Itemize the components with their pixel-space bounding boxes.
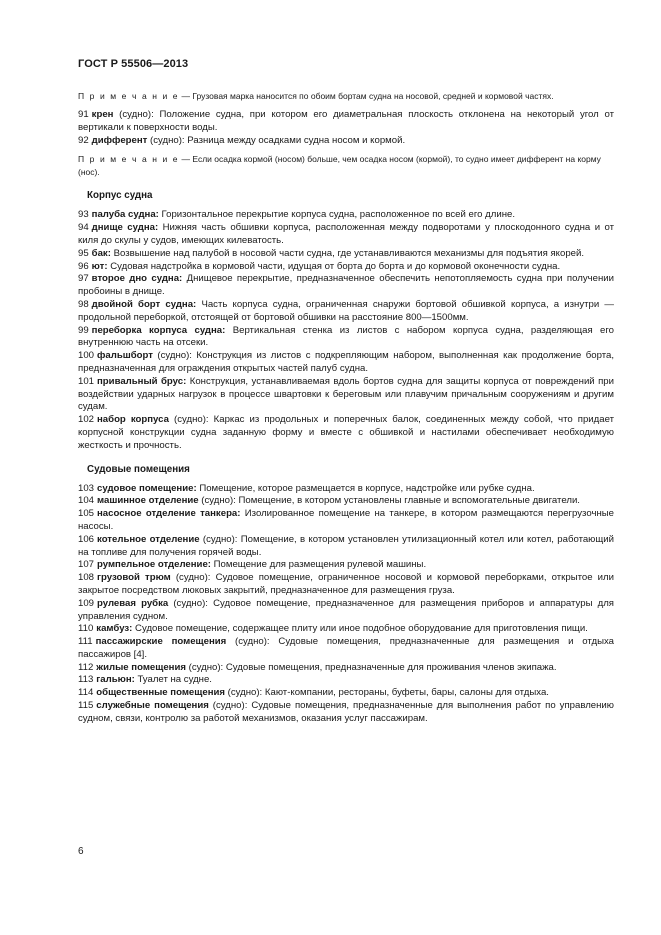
entry-definition: Конструкция, устанавливаемая вдоль бортов судна для защиты корпуса от повреждений при воздействии ударных нагрузок в процессе швартовки к береговым или плавучим причальным сооружениям и другим судам. (78, 375, 614, 413)
entry-term: машинное отделение (97, 495, 199, 507)
entry-term: пассажирские помещения (95, 636, 227, 648)
entry-qualifier: (судно): (147, 134, 185, 146)
entry-definition: Каркас из продольных и поперечных балок, соединенных между собой, что придает корпусной конструкции судна заданную форму и вместе с обшивкой и настилами обеспечивает необходимую жесткость и прочность. (78, 414, 614, 451)
term-entry (78, 508, 614, 534)
entry-term: палуба судна: (91, 209, 159, 221)
entry-term: набор корпуса (97, 414, 169, 426)
entry-definition: Днищевое перекрытие, предназначенное обеспечить непотопляемость судна при получении пробоины в днище. (78, 273, 614, 298)
entry-term: румпельное отделение: (97, 559, 211, 571)
term-entry (78, 572, 614, 598)
entry-definition: Помещение, в котором установлен утилизационный котел или котел, работающий на топливе для получения горячей воды. (78, 533, 614, 558)
entry-definition: Судовые помещения, предназначенные для проживания членов экипажа. (223, 661, 557, 673)
entry-definition: Часть корпуса судна, ограниченная снаружи бортовой обшивкой корпуса, а изнутри — продольной переборкой, отстоящей от бортовой обшивки на расстояние 800—1500мм. (78, 298, 614, 323)
section-title-rooms: Судовые помещения (87, 463, 190, 475)
entry-definition: Горизонтальное перекрытие корпуса судна, расположенное по всей его длине. (158, 209, 516, 221)
entry-number: 102 (78, 414, 95, 426)
document-header: ГОСТ Р 55506—2013 (78, 58, 189, 70)
note-text: — Если осадка кормой (носом) больше, чем осадка носом (кормой), то судно имеет дифферент на корму (нос). (78, 154, 601, 178)
entry-qualifier: (судно): (199, 533, 238, 545)
term-entry (78, 495, 614, 508)
entry-number: 99 (78, 324, 89, 336)
note-1 (78, 90, 614, 103)
term-entry (78, 636, 614, 662)
entry-number: 105 (78, 508, 95, 520)
entry-number: 113 (78, 674, 94, 686)
term-entry (78, 598, 614, 624)
entry-number: 95 (78, 247, 89, 259)
entry-term: бак: (91, 247, 111, 259)
entry-term: судовое помещение: (97, 482, 197, 494)
entry-term: грузовой трюм (97, 572, 171, 584)
entry-term: гальюн: (96, 674, 135, 686)
entry-qualifier: (судно): (226, 636, 270, 648)
entry-number: 106 (78, 533, 95, 545)
entry-definition: Судовое помещение, предназначенное для размещения приборов и аппаратуры для управления судном. (78, 597, 615, 622)
entry-definition: Судовые помещения, предназначенные для размещения и отдыха пассажиров [4]. (78, 636, 614, 660)
entry-term: ют: (91, 260, 108, 272)
entry-number: 100 (78, 350, 95, 362)
entry-qualifier: (судно): (113, 109, 154, 120)
entry-term: привальный брус: (97, 375, 187, 387)
entry-qualifier: (судно): (225, 687, 263, 699)
entry-number: 93 (78, 209, 89, 221)
entry-qualifier: (судно): (208, 700, 248, 712)
entry-number: 114 (78, 687, 94, 699)
term-entry (78, 674, 614, 687)
entry-term: рулевая рубка (97, 597, 169, 609)
block1-entries (78, 109, 614, 147)
term-entry (78, 109, 614, 135)
entry-number: 112 (78, 661, 94, 673)
term-entry (78, 700, 614, 726)
term-entry (78, 559, 614, 572)
entry-definition: Помещение, в котором установлены главные и вспомогательные двигатели. (235, 495, 580, 507)
entry-term: двойной борт судна: (91, 298, 197, 310)
term-entry (78, 222, 614, 248)
entry-definition: Разница между осадками судна носом и кормой. (184, 134, 406, 146)
entry-number: 104 (78, 495, 95, 507)
entry-number: 103 (78, 482, 95, 494)
entry-number: 115 (78, 700, 94, 712)
entry-term: служебные помещения (96, 700, 209, 712)
term-entry (78, 209, 614, 222)
entry-term: фальшборт (97, 350, 153, 362)
entry-definition: Кают-компании, рестораны, буфеты, бары, салоны для отдыха. (262, 687, 549, 699)
entry-definition: Судовая надстройка в кормовой части, идущая от борта до борта и до кормовой оконечности судна. (107, 260, 561, 272)
entry-number: 109 (78, 597, 95, 609)
entry-term: крен (91, 109, 114, 120)
entry-qualifier: (судно): (185, 661, 224, 673)
entry-term: котельное отделение (97, 533, 200, 545)
term-entry (78, 376, 614, 414)
entry-qualifier: (судно): (152, 350, 192, 362)
entry-term: камбуз: (96, 623, 133, 635)
entry-qualifier: (судно): (198, 495, 236, 507)
entry-number: 110 (78, 623, 94, 635)
term-entry (78, 248, 614, 261)
note-label: П р и м е ч а н и е (78, 91, 180, 101)
entry-term: насосное отделение танкера: (97, 508, 241, 520)
entry-definition: Судовое помещение, содержащее плиту или иное подобное оборудование для приготовления пищи. (132, 623, 588, 635)
entry-term: общественные помещения (96, 687, 225, 699)
term-entry (78, 299, 614, 325)
section-hull-entries (78, 209, 614, 452)
term-entry (78, 135, 614, 148)
entry-number: 94 (78, 222, 89, 234)
entry-number: 98 (78, 298, 89, 310)
entry-number: 108 (78, 572, 95, 584)
term-entry (78, 350, 614, 376)
section-title-hull: Корпус судна (87, 190, 153, 202)
document-page (78, 58, 614, 726)
term-entry (78, 261, 614, 274)
entry-definition: Судовое помещение, ограниченное носовой и кормовой переборками, открытое или закрытое посредством люковых закрытий, предназначенное для размещения груза. (78, 572, 614, 596)
entry-term: второе дно судна: (91, 273, 183, 285)
note-label: П р и м е ч а н и е (78, 154, 180, 165)
term-entry (78, 273, 614, 299)
entry-definition: Конструкция из листов с подкрепляющим набором, выполненная как продолжение борта, предназначенная для ограждения открытых частей палуб судна. (78, 350, 614, 374)
entry-definition: Туалет на судне. (134, 674, 212, 686)
entry-number: 101 (78, 375, 95, 387)
entry-qualifier: (судно): (168, 597, 208, 609)
term-entry (78, 534, 614, 560)
entry-qualifier: (судно): (170, 572, 211, 584)
entry-term: дифферент (91, 134, 148, 146)
entry-number: 111 (78, 636, 93, 648)
entry-number: 97 (78, 273, 89, 285)
section-rooms-entries (78, 483, 614, 726)
entry-term: днище судна: (91, 222, 159, 234)
entry-definition: Помещение, которое размещается в корпусе, надстройке или рубке судна. (196, 482, 535, 494)
term-entry (78, 687, 614, 700)
entry-term: переборка корпуса судна: (91, 324, 226, 336)
entry-definition: Помещение для размещения рулевой машины. (210, 559, 427, 571)
entry-number: 107 (78, 559, 95, 571)
entry-definition: Положение судна, при котором его диаметральная плоскость отклонена на некоторый угол от вертикали к поверхности воды. (78, 109, 614, 133)
entry-definition: Изолированное помещение на танкере, в котором размещаются перегрузочные насосы. (78, 508, 614, 532)
entry-definition: Судовые помещения, предназначенные для выполнения работ по управлению судном, связи, контролю за работой механизмов, оказания услуг пассажирам. (78, 700, 614, 724)
term-entry (78, 662, 614, 675)
term-entry (78, 483, 614, 496)
page-number: 6 (78, 846, 84, 857)
entry-definition: Нижняя часть обшивки корпуса, расположенная между подворотами у плоскодонного судна и от киля до скулы у судов, имеющих килеватость. (78, 222, 614, 246)
term-entry (78, 623, 614, 636)
term-entry (78, 414, 614, 452)
entry-definition: Вертикальная стенка из листов с набором корпуса судна, разделяющая его внутреннюю часть на отсеки. (78, 324, 614, 349)
entry-definition: Возвышение над палубой в носовой части судна, где устанавливаются механизмы для подъятия якорей. (110, 247, 585, 259)
entry-number: 91 (78, 109, 89, 120)
entry-number: 92 (78, 134, 89, 146)
entry-term: жилые помещения (96, 661, 186, 673)
term-entry (78, 325, 614, 351)
note-text: — Грузовая марка наносится по обоим бортам судна на носовой, средней и кормовой частях. (179, 91, 554, 101)
entry-qualifier: (судно): (168, 414, 209, 426)
note-2 (78, 153, 614, 179)
entry-number: 96 (78, 260, 89, 272)
